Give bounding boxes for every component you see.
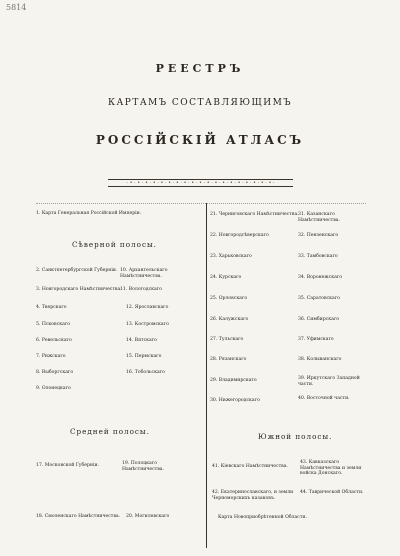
list-item: 25. Орловскаго (210, 296, 248, 301)
list-item: 40. Восточной части. (298, 396, 350, 401)
south-section-heading: Южной полосы. (258, 432, 333, 441)
list-item: 33. Тамбовскаго (298, 254, 338, 259)
list-item: 30. Нижегородскаго (210, 398, 260, 403)
list-item: 6. Ревельскаго (36, 338, 72, 343)
list-item: 15. Пермскаго (126, 354, 162, 359)
list-item: 10. Архангельскаго Намѣстничества. (120, 268, 168, 279)
list-item: 22. Новгородсѣверскаго (210, 233, 269, 238)
list-item: 19. Полоцкаго Намѣстничества. (122, 461, 164, 472)
general-map-item: 1. Карта Генеральная Россійской Имперіи. (36, 211, 142, 216)
list-item: 23. Харьковскаго (210, 254, 252, 259)
list-item: 14. Вятскаго (126, 338, 157, 343)
list-item: 4. Тверскаго (36, 305, 67, 310)
list-item: 20. Могилевскаго (126, 514, 170, 519)
column-divider (206, 203, 207, 548)
list-item: 44. Таврической Области. (300, 490, 364, 495)
list-item: 21. Черниговскаго Намѣстничества. (210, 212, 299, 217)
top-rule (36, 203, 366, 204)
list-item: 8. Выборгскаго (36, 370, 74, 375)
list-item: 9. Олонецкаго (36, 386, 71, 391)
list-item: 38. Колыванскаго (298, 357, 342, 362)
list-item: 24. Курскаго (210, 275, 242, 280)
page-number-mark: 5814 (6, 3, 27, 12)
list-item: 17. Московской Губерніи. (36, 463, 99, 468)
list-item: 16. Тобольскаго (126, 370, 165, 375)
north-section-heading: Сѣверной полосы. (72, 240, 157, 249)
list-item: 11. Вологодскаго (120, 287, 162, 292)
list-item: 34. Воронежскаго (298, 275, 342, 280)
list-item: 37. Уфимскаго (298, 337, 334, 342)
list-item: 26. Калужскаго (210, 317, 249, 322)
subtitle: КАРТАМЪ СОСТАВЛЯЮЩИМЪ (108, 98, 292, 108)
list-item: 42. Екатеринославскаго, и земли Черноморскихъ казаковъ. (212, 490, 294, 501)
list-item: 28. Рязанскаго (210, 357, 247, 362)
list-item: 3. Новгородскаго Намѣстничества. (36, 287, 122, 292)
list-item: 32. Пензенскаго (298, 233, 339, 238)
list-item: 41. Кіевскаго Намѣстничества. (212, 464, 288, 469)
list-item: 27. Тульскаго (210, 337, 244, 342)
list-item: 2. Санктпетербургской Губерніи. (36, 268, 118, 273)
list-item: 12. Ярославскаго (126, 305, 169, 310)
list-item: 29. Владимирскаго (210, 378, 257, 383)
title: РЕЕСТРЪ (155, 62, 245, 75)
list-item: 7. Рижскаго (36, 354, 66, 359)
list-item: 43. Кавказскаго Намѣстничества и земли войска Донскаго. (300, 460, 362, 477)
middle-section-heading: Средней полосы. (70, 427, 150, 436)
list-item: 18. Смоленскаго Намѣстничества. (36, 514, 121, 519)
atlas-title: РОССІЙСКІЙ АТЛАСЪ (95, 133, 305, 147)
list-item: 35. Саратовскаго (298, 296, 340, 301)
list-item: 39. Иркутскаго Западной части. (298, 376, 360, 387)
list-item: 13. Костромскаго (126, 322, 169, 327)
list-item: Карта Новоприобрѣтенной Области. (218, 515, 307, 520)
ornament-divider: · • · • · • · • · • · • · • · • · • · • · • · • · • · • · • · • · • · • · • · (108, 179, 293, 187)
list-item: 36. Симбирскаго (298, 317, 340, 322)
list-item: 31. Казанскаго Намѣстничества. (298, 212, 340, 223)
list-item: 5. Псковскаго (36, 322, 71, 327)
